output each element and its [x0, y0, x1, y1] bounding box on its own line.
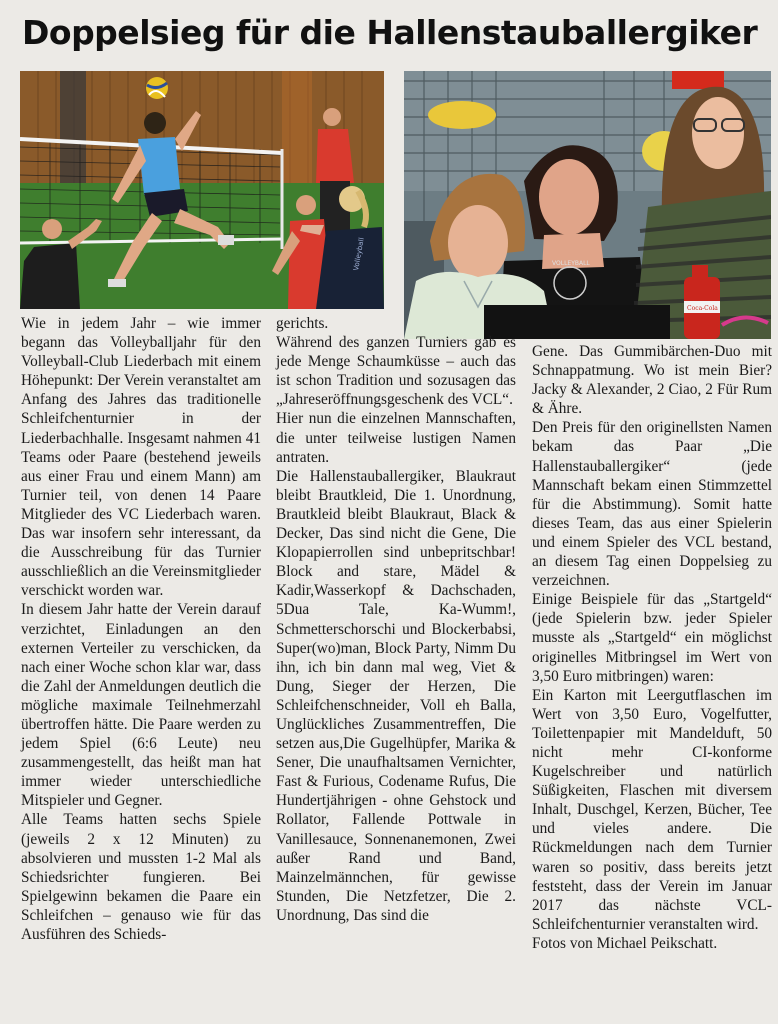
paragraph: Wie in jedem Jahr – wie immer begann das Volleyballjahr für den Volleyball-Club Liederbach mit einem Höhepunkt: Der Verein veranstaltet am Anfang des Jahres das traditionelle Schleifchenturnier in der Liederbachhalle. Insgesamt nahmen 41 Teams oder Paare (bestehend jeweils aus einer Frau und einem Mann) am Turnier teil, von denen 14 Paare Mitglieder des VC Liederbach waren. Das war insofern sehr interessant, da die Ausschreibung für das Turnier ausschließlich an die Vereinsmitglieder verschickt worden war.	[21, 315, 261, 600]
article-column-2	[276, 314, 516, 925]
shirt-print-right: VOLLEYBALL	[552, 260, 590, 267]
paragraph: Ein Karton mit Leergutflaschen im Wert von 3,50 Euro, Vogelfutter, Toilettenpapier mit Mandelduft, 50 nicht mehr CI-konforme Kugelschreiber und natürlich Süßigkeiten, Flaschen mit diversem Inhalt, Duschgel, Kerzen, Bücher, Tee und vieles andere. Die Rückmeldungen nach dem Turnier waren so positiv, dass bereits jetzt feststeht, dass der Verein im Januar 2017 das nächste VCL-Schleifchenturnier veranstalten wird.	[532, 686, 772, 933]
paragraph: Hier nun die einzelnen Mannschaften, die unter teilweise lustigen Namen antraten.	[276, 410, 516, 466]
article-headline: Doppelsieg für die Hallenstauballergiker	[22, 13, 758, 52]
organizers-photo	[404, 71, 771, 339]
paragraph: Den Preis für den originellsten Namen bekam das Paar „Die Hallenstauballergiker“ (jede Mannschaft bekam einen Stimmzettel für die Abstimmung). Somit hatte dieses Team, das aus einer Spielerin und einem Spieler des VCL bestand, an diesem Tag einen Doppelsieg zu verzeichnen.	[532, 419, 772, 590]
volleyball-game-photo	[20, 71, 384, 309]
paragraph: Gene. Das Gummibärchen-Duo mit Schnappatmung. Wo ist mein Bier? Jacky & Alexander, 2 Ciao, 2 Für Rum & Ähre.	[532, 343, 772, 418]
shirt-print-left: Volleyball	[352, 236, 366, 272]
paragraph: gerichts.	[276, 315, 329, 332]
paragraph: Alle Teams hatten sechs Spiele (jeweils 2 x 12 Minuten) zu absolvieren und mussten 1-2 Mal als Schiedsrichter fungieren. Bei Spielgewinn bekamen die Paare ein Schleifchen – genauso wie für das Ausführen des Schieds-	[21, 811, 261, 943]
paragraph: In diesem Jahr hatte der Verein darauf verzichtet, Einladungen an den externen Verteiler zu verschicken, da nach einer Woche schon klar war, dass die Zahl der Anmeldungen deutlich die mögliche maximale Teilnehmerzahl übertroffen hätte. Die Paare werden zu jedem Spiel (6:6 Leute) neu zusammengestellt, das heißt man hat immer wieder unterschiedliche Mitspieler und Gegner.	[21, 601, 261, 810]
paragraph: Einige Beispiele für das „Startgeld“ (jede Spielerin bzw. jeder Spieler musste als „Startgeld“ ein möglichst originelles Mitbringsel im Wert von 3,50 Euro mitbringen) waren:	[532, 591, 772, 685]
article-column-1	[21, 314, 261, 944]
bottle-label: Coca-Cola	[687, 305, 718, 312]
photo-credit: Fotos von Michael Peikschatt.	[532, 934, 718, 952]
team-names-list: Die Hallenstauballergiker, Blaukraut bleibt Brautkleid, Die 1. Unordnung, Brautkleid bleibt Blaukraut, Black & Decker, Das sind nicht die Gene, Die Klopapierrollen sind unbepritschbar! Block and stare, Mädel & Kadir,Wasserkopf & Dachschaden, 5Dua Tale, Ka-Wumm!, Schmetterschorschi und Blockerbabsi, Super(wo)man, Block Party, Nimm Du ihn, ich bin dann mal weg, Viet & Dung, Sieger der Herzen, Die Schleifchenschneider, Voll eh Balla, Unglückliches Zusammentreffen, Die setzen aus,Die Gugelhüpfer, Marika & Sener, Die unaufhaltsamen Vernichter, Fast & Furious, Codename Rufus, Die Hundertjährigen - ohne Gehstock und Rollator, Fallende Pottwale in Vanillesauce, Sonnenanemonen, Zwei außer Rand und Band, Mainzelmännchen, für gewisse Stunden, Die Netzfetzer, Die 2. Unordnung, Das sind die	[276, 467, 516, 924]
paragraph: Während des ganzen Turniers gab es jede Menge Schaumküsse – auch das ist schon Tradition und sozusagen das „Jahreseröffnungsgeschenk des VCL“.	[276, 334, 516, 409]
article-column-3	[532, 342, 772, 953]
